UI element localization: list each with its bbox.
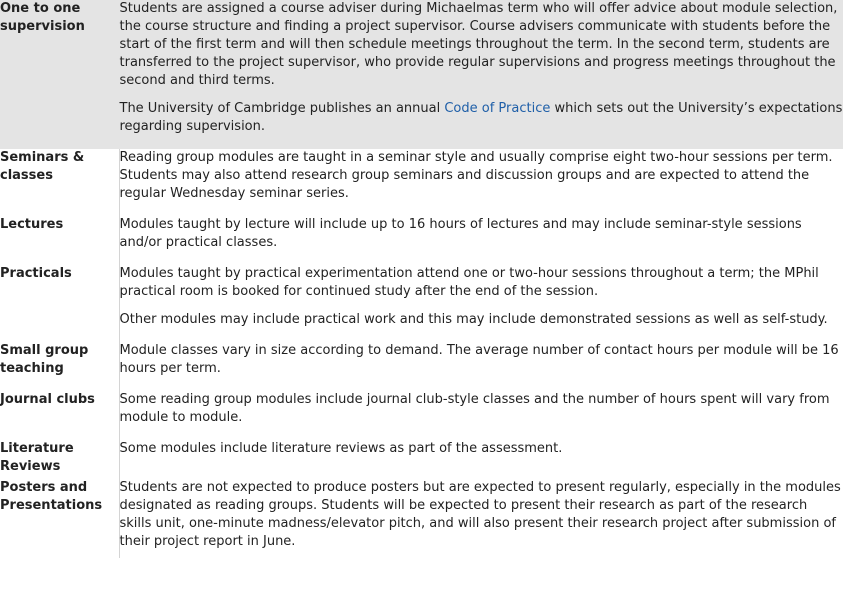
row-heading: Seminars & classes (0, 150, 85, 183)
row-description (119, 479, 843, 558)
table-row-small-group-teaching (0, 342, 843, 391)
description-paragraph: Students are not expected to produce posters but are expected to present regularly, especially in the modules designated as reading groups. Students will be expected to present their research as part of the research skills unit, one-minute madness/elevator pitch, and will also present their research project after submission of their project report in June. (119, 480, 841, 549)
description-paragraph: Some reading group modules include journal club-style classes and the number of hours spent will vary from module to module. (119, 392, 830, 425)
table-row-one-to-one-supervision (0, 0, 843, 149)
row-heading: Posters and Presentations (0, 480, 103, 513)
description-paragraph: Reading group modules are taught in a seminar style and usually comprise eight two-hour sessions per term. Students may also attend research group seminars and discussion groups and are expected to attend the regular Wednesday seminar series. (119, 150, 833, 201)
description-paragraph: Other modules may include practical work and this may include demonstrated sessions as well as self-study. (119, 312, 828, 327)
row-description (119, 0, 843, 149)
code-of-practice-link[interactable]: Code of Practice (444, 101, 551, 116)
row-heading: Small group teaching (0, 343, 89, 376)
row-description (119, 391, 843, 440)
row-description (119, 216, 843, 265)
description-paragraph: Module classes vary in size according to demand. The average number of contact hours per module will be 16 hours per term. (119, 343, 839, 376)
row-description (119, 440, 843, 479)
description-paragraph: Students are assigned a course adviser during Michaelmas term who will offer advice about module selection, the course structure and finding a project supervisor. Course advisers communicate with students before the start of the first term and will then schedule meetings throughout the term. In the second term, students are transferred to the project supervisor, who provide regular supervisions and progress meetings throughout the second and third terms. (119, 1, 838, 88)
description-paragraph: Some modules include literature reviews as part of the assessment. (119, 441, 563, 456)
description-paragraph: Modules taught by lecture will include up to 16 hours of lectures and may include seminar-style sessions and/or practical classes. (119, 217, 802, 250)
code-of-practice-paragraph (120, 100, 844, 136)
table-row-seminars-classes (0, 149, 843, 216)
row-heading: Literature Reviews (0, 441, 74, 474)
table-row-lectures (0, 216, 843, 265)
table-row-practicals (0, 265, 843, 342)
row-heading: One to one supervision (0, 0, 119, 149)
description-paragraph: Modules taught by practical experimentation attend one or two-hour sessions throughout a term; the MPhil practical room is booked for continued study after the end of the session. (119, 266, 819, 299)
table-row-posters-presentations (0, 479, 843, 558)
paragraph-text-after-link: which sets out the University’s expectations regarding supervision. (119, 101, 843, 134)
row-description (119, 265, 843, 342)
table-row-journal-clubs (0, 391, 843, 440)
row-heading: Lectures (0, 217, 64, 232)
row-description (119, 342, 843, 391)
paragraph-text-before-link: The University of Cambridge publishes an annual (119, 101, 445, 116)
row-heading: Journal clubs (0, 392, 95, 407)
row-description (119, 149, 843, 216)
row-heading: Practicals (0, 266, 72, 281)
table-row-literature-reviews (0, 440, 843, 479)
